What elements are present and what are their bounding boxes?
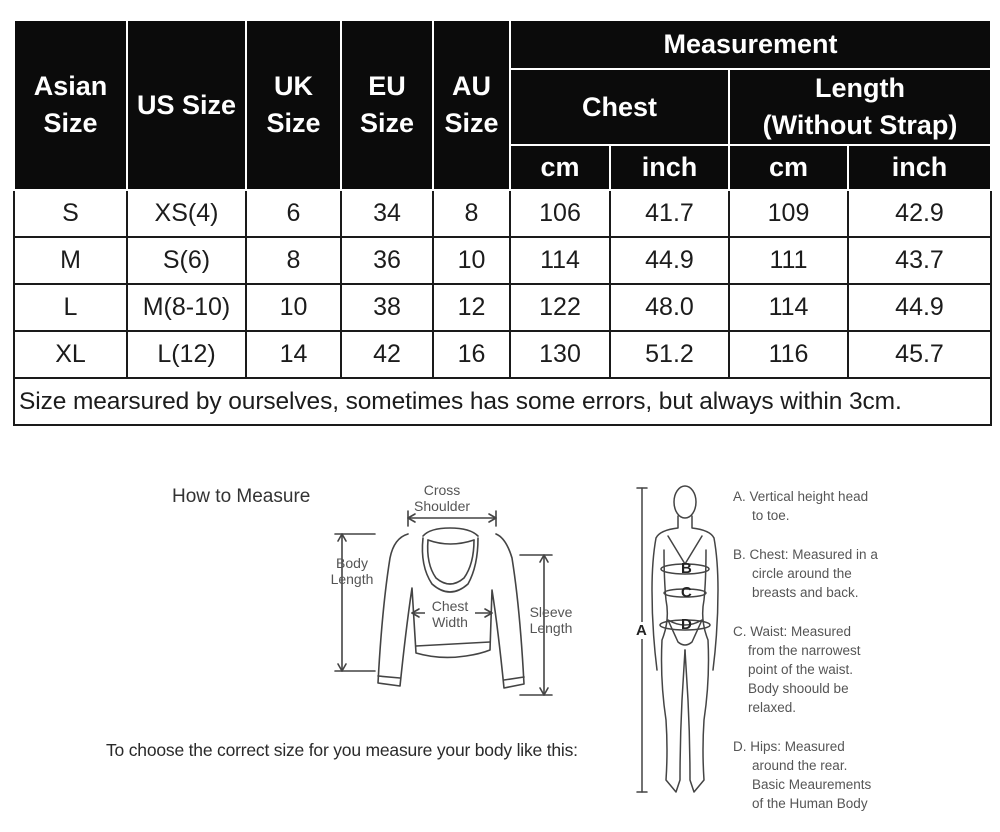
cell-us: M(8-10) (127, 284, 246, 331)
body-length-label-line2: Length (330, 571, 374, 587)
description-d-line3: Basic Meaurements (752, 777, 872, 792)
body-label-d: D (681, 616, 692, 633)
description-c (733, 622, 913, 717)
body-label-c: C (681, 584, 692, 601)
description-b-line1: B. Chest: Measured in a (733, 547, 878, 562)
cell-length-inch: 45.7 (848, 331, 991, 378)
header-length-cm: cm (729, 145, 848, 190)
header-chest-cm: cm (510, 145, 610, 190)
human-body-illustration (630, 480, 740, 800)
chest-width-label-line2: Width (432, 614, 468, 630)
cell-chest-inch: 41.7 (610, 190, 729, 237)
cell-length-inch: 44.9 (848, 284, 991, 331)
how-to-measure-title: How to Measure (172, 486, 311, 507)
cell-chest-cm: 122 (510, 284, 610, 331)
description-c-line3: point of the waist. (748, 662, 854, 677)
header-length-line2: (Without Strap) (762, 110, 958, 140)
description-d-line2: around the rear. (752, 758, 848, 773)
chest-width-label (425, 598, 475, 630)
cell-chest-cm: 106 (510, 190, 610, 237)
choose-size-instruction: To choose the correct size for you measure your body like this: (106, 740, 578, 760)
cell-us: S(6) (127, 237, 246, 284)
measurement-note: Size mearsured by ourselves, sometimes has some errors, but always within 3cm. (14, 378, 991, 425)
cell-length-cm: 109 (729, 190, 848, 237)
cell-length-cm: 114 (729, 284, 848, 331)
cell-length-inch: 43.7 (848, 237, 991, 284)
table-row (14, 237, 991, 284)
header-eu-size: EU Size (341, 20, 433, 190)
header-asian-size: Asian Size (14, 20, 127, 190)
cell-asian: S (14, 190, 127, 237)
cell-au: 10 (433, 237, 510, 284)
sleeve-length-label (523, 604, 579, 636)
header-length (729, 69, 991, 145)
cell-chest-cm: 130 (510, 331, 610, 378)
sleeve-length-label-line1: Sleeve (529, 604, 573, 620)
cell-chest-inch: 48.0 (610, 284, 729, 331)
cell-asian: XL (14, 331, 127, 378)
header-us-size: US Size (127, 20, 246, 190)
cell-asian: M (14, 237, 127, 284)
description-d (733, 737, 913, 813)
cell-chest-inch: 44.9 (610, 237, 729, 284)
body-label-b: B (681, 560, 692, 577)
cell-length-inch: 42.9 (848, 190, 991, 237)
cell-au: 16 (433, 331, 510, 378)
header-uk-size: UK Size (246, 20, 341, 190)
body-length-label-line1: Body (336, 555, 368, 571)
cell-eu: 34 (341, 190, 433, 237)
cell-chest-cm: 114 (510, 237, 610, 284)
cell-eu: 36 (341, 237, 433, 284)
header-chest: Chest (510, 69, 729, 145)
header-measurement: Measurement (510, 20, 991, 69)
cell-chest-inch: 51.2 (610, 331, 729, 378)
table-row (14, 190, 991, 237)
description-b-line2: circle around the (752, 566, 852, 581)
cell-length-cm: 111 (729, 237, 848, 284)
cell-au: 12 (433, 284, 510, 331)
cell-uk: 14 (246, 331, 341, 378)
sleeve-length-label-line2: Length (529, 620, 573, 636)
description-c-line5: relaxed. (748, 700, 797, 715)
description-a-line1: A. Vertical height head (733, 489, 869, 504)
cell-au: 8 (433, 190, 510, 237)
description-b (733, 545, 913, 602)
cross-shoulder-label-line2: Shoulder (414, 498, 471, 514)
table-row (14, 331, 991, 378)
body-figure (630, 480, 740, 800)
header-au-size: AU Size (433, 20, 510, 190)
description-c-line1: C. Waist: Measured (733, 624, 852, 639)
body-length-label (322, 555, 382, 587)
header-length-line1: Length (815, 73, 905, 103)
table-row (14, 284, 991, 331)
cell-uk: 8 (246, 237, 341, 284)
cell-uk: 10 (246, 284, 341, 331)
description-c-line4: Body shoould be (748, 681, 849, 696)
description-d-line1: D. Hips: Measured (733, 739, 845, 754)
description-c-line2: from the narrowest (748, 643, 861, 658)
cell-us: L(12) (127, 331, 246, 378)
cell-eu: 42 (341, 331, 433, 378)
garment-measure-diagram (320, 478, 620, 703)
cell-us: XS(4) (127, 190, 246, 237)
header-length-inch: inch (848, 145, 991, 190)
description-b-line3: breasts and back. (752, 585, 859, 600)
cross-shoulder-label (414, 482, 470, 514)
cell-uk: 6 (246, 190, 341, 237)
cell-length-cm: 116 (729, 331, 848, 378)
header-chest-inch: inch (610, 145, 729, 190)
cell-asian: L (14, 284, 127, 331)
description-d-line4: of the Human Body (752, 796, 868, 811)
description-a-line2: to toe. (752, 508, 790, 523)
cell-eu: 38 (341, 284, 433, 331)
chest-width-label-line1: Chest (431, 598, 469, 614)
cross-shoulder-label-line1: Cross (423, 482, 461, 498)
description-a (733, 487, 913, 525)
size-chart-table (13, 19, 992, 426)
body-label-a: A (636, 622, 647, 639)
